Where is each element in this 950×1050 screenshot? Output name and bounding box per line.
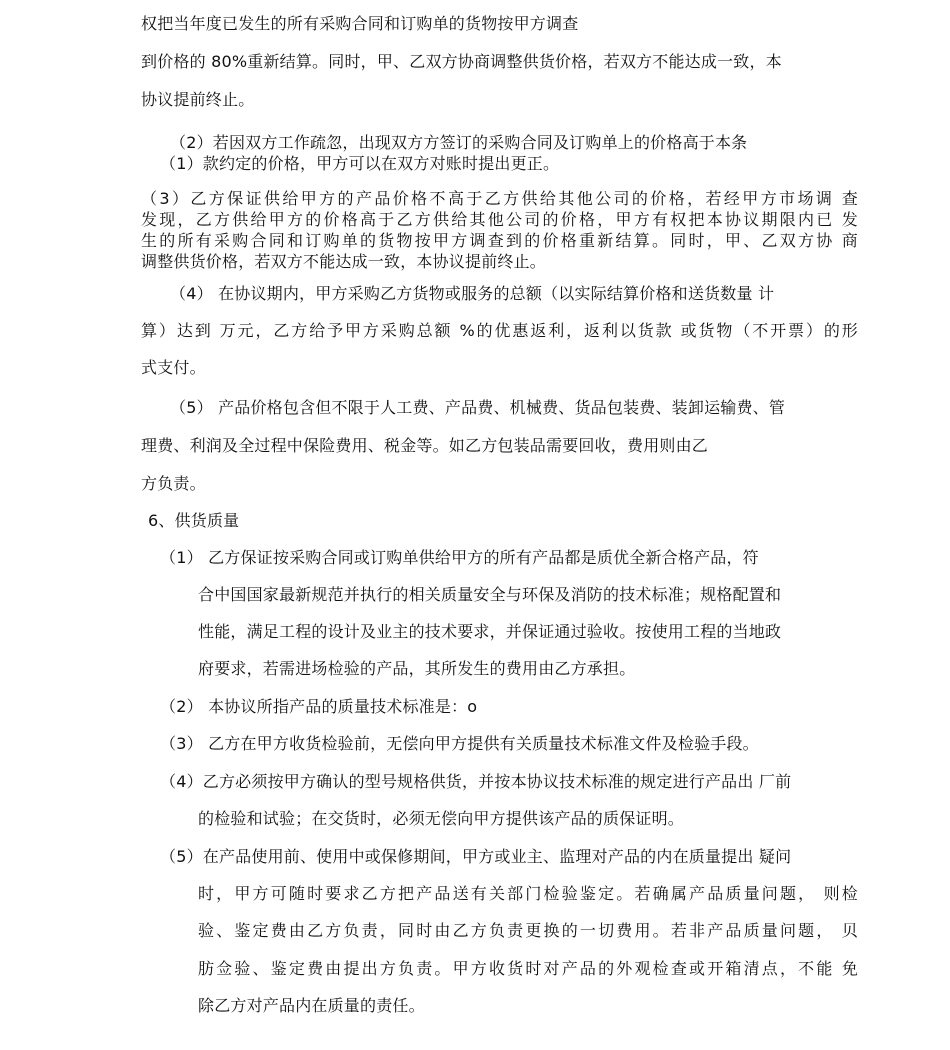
text-line: 式支付。	[141, 358, 206, 377]
text-line: 的检验和试验；在交货时，必须无偿向甲方提供该产品的质保证明。	[198, 809, 685, 828]
text-line: （3） 乙方在甲方收货检验前，无偿向甲方提供有关质量技术标准文件及检验手段。	[160, 734, 759, 753]
text-line: 验、鉴定费由乙方负责，同时由乙方负责更换的一切费用。若非产品质量问题， 贝	[198, 921, 858, 940]
text-line: 合中国国家最新规范并执行的相关质量安全与环保及消防的技术标准；规格配置和	[198, 585, 782, 604]
text-line: 方负责。	[141, 474, 206, 493]
text-line: （5）在产品使用前、使用中或保修期间，甲方或业主、监理对产品的内在质量提出 疑问	[160, 847, 792, 866]
text-line: 到价格的 80%重新结算。同时，甲、乙双方协商调整供货价格，若双方不能达成一致，本	[141, 52, 782, 71]
text-line: 调整供货价格，若双方不能达成一致，本协议提前终止。	[141, 252, 547, 271]
text-line: 权把当年度已发生的所有采购合同和订购单的货物按甲方调查	[141, 14, 579, 33]
text-line: （2）若因双方工作疏忽，出现双方方签订的采购合同及订购单上的价格高于本条	[170, 133, 748, 152]
text-line: 协议提前终止。	[141, 90, 255, 109]
text-line: 算）达到 万元，乙方给予甲方采购总额 %的优惠返利，返利以货款 或货物（不开票）的形	[141, 321, 858, 340]
text-line: 除乙方对产品内在质量的责任。	[198, 996, 425, 1015]
text-line: （2） 本协议所指产品的质量技术标准是：o	[160, 697, 478, 716]
text-line: 肪佥验、鉴定费由提出方负责。甲方收货时对产品的外观检查或开箱清点，不能 免	[198, 959, 858, 978]
text-line: 性能，满足工程的设计及业主的技术要求，并保证通过验收。按使用工程的当地政	[198, 622, 782, 641]
text-line: （3）乙方保证供给甲方的产品价格不高于乙方供给其他公司的价格，若经甲方市场调 查	[141, 189, 858, 208]
section-heading: 6、供货质量	[148, 511, 240, 530]
text-line: 发现，乙方供给甲方的价格高于乙方供给其他公司的价格，甲方有权把本协议期限内已 发	[141, 210, 858, 229]
text-line: 生的所有采购合同和订购单的货物按甲方调查到的价格重新结算。同时，甲、乙双方协 商	[141, 231, 858, 250]
text-line: 府要求，若需进场检验的产品，其所发生的费用由乙方承担。	[198, 659, 636, 678]
text-line: （4）乙方必须按甲方确认的型号规格供货，并按本协议技术标准的规定进行产品出 厂前	[160, 772, 792, 791]
text-line: 时，甲方可随时要求乙方把产品送有关部门检验鉴定。若确属产品质量问题， 则检	[198, 884, 858, 903]
text-line: 理费、利润及全过程中保险费用、税金等。如乙方包装品需要回收，费用则由乙	[141, 436, 709, 455]
text-line: （1） 乙方保证按采购合同或订购单供给甲方的所有产品都是质优全新合格产品，符	[160, 548, 759, 567]
text-line: （4） 在协议期内，甲方采购乙方货物或服务的总额（以实际结算价格和送货数量 计	[170, 284, 775, 303]
text-line: （1）款约定的价格，甲方可以在双方对账时提出更正。	[160, 154, 560, 173]
text-line: （5） 产品价格包含但不限于人工费、产品费、机械费、货品包装费、装卸运输费、管	[170, 398, 786, 417]
